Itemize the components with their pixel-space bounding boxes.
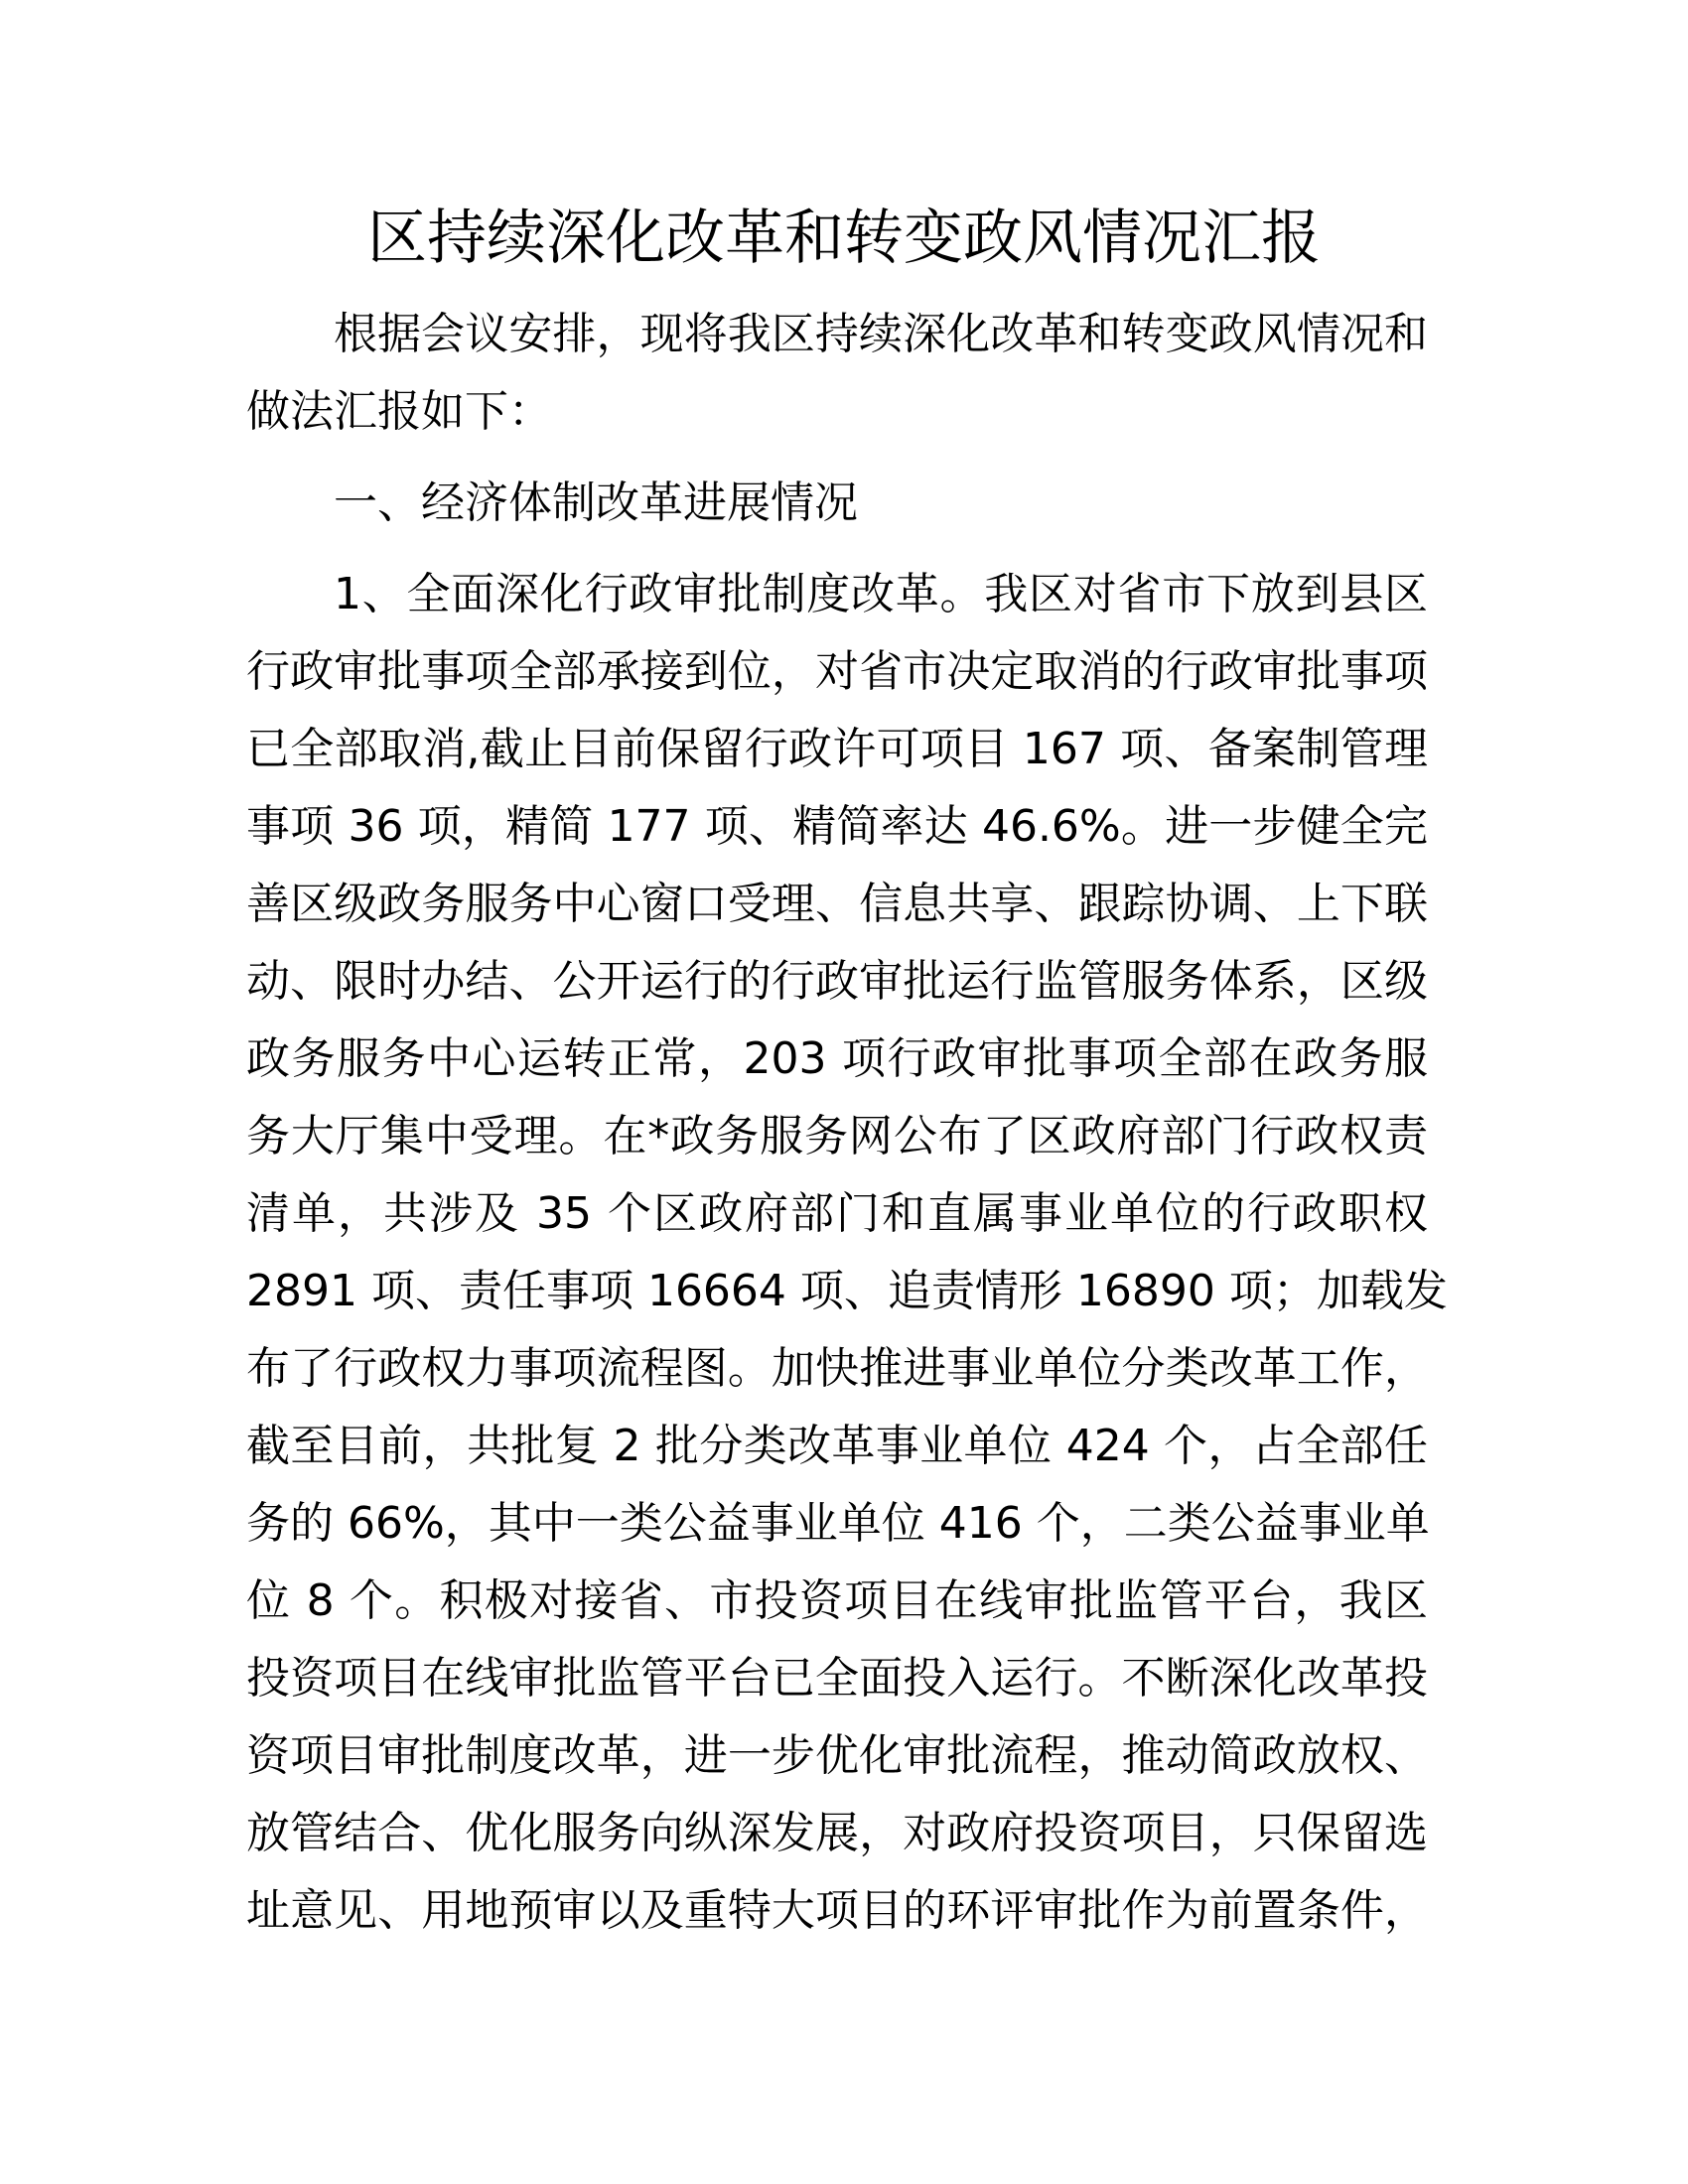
document-title: 区持续深化改革和转变政风情况汇报 <box>367 204 1321 273</box>
text-line: 已全部取消,截止目前保留行政许可项目 167 项、备案制管理 <box>246 724 1428 774</box>
text-line: 1、全面深化行政审批制度改革。我区对省市下放到县区 <box>334 569 1428 619</box>
text-line: 投资项目在线审批监管平台已全面投入运行。不断深化改革投 <box>246 1653 1428 1704</box>
document-body <box>246 296 1448 1964</box>
text-line: 2891 项、责任事项 16664 项、追责情形 16890 项；加载发 <box>246 1266 1448 1316</box>
text-line: 资项目审批制度改革，进一步优化审批流程，推动简政放权、 <box>246 1730 1428 1781</box>
text-line: 根据会议安排，现将我区持续深化改革和转变政风情况和 <box>334 309 1428 359</box>
paragraph-administrative-approval-reform <box>246 556 1448 1950</box>
text-line: 做法汇报如下： <box>246 386 552 437</box>
text-line: 截至目前，共批复 2 批分类改革事业单位 424 个，占全部任 <box>246 1421 1428 1471</box>
text-line: 事项 36 项，精简 177 项、精简率达 46.6%。进一步健全完 <box>246 801 1428 852</box>
intro-paragraph <box>246 296 1428 451</box>
section-heading <box>246 465 1428 542</box>
text-line: 清单，共涉及 35 个区政府部门和直属事业单位的行政职权 <box>246 1188 1428 1239</box>
text-line: 动、限时办结、公开运行的行政审批运行监管服务体系，区级 <box>246 956 1428 1007</box>
text-line: 务大厅集中受理。在*政务服务网公布了区政府部门行政权责 <box>246 1111 1428 1161</box>
text-line: 位 8 个。积极对接省、市投资项目在线审批监管平台，我区 <box>246 1575 1428 1626</box>
text-line: 行政审批事项全部承接到位，对省市决定取消的行政审批事项 <box>246 646 1428 697</box>
text-line: 址意见、用地预审以及重特大项目的环评审批作为前置条件， <box>246 1885 1428 1936</box>
text-line: 政务服务中心运转正常，203 项行政审批事项全部在政务服 <box>246 1033 1428 1084</box>
text-line: 布了行政权力事项流程图。加快推进事业单位分类改革工作， <box>246 1343 1428 1394</box>
text-line: 善区级政务服务中心窗口受理、信息共享、跟踪协调、上下联 <box>246 879 1428 929</box>
text-line: 务的 66%，其中一类公益事业单位 416 个，二类公益事业单 <box>246 1498 1430 1549</box>
text-line: 放管结合、优化服务向纵深发展，对政府投资项目，只保留选 <box>246 1808 1428 1858</box>
section-heading-text: 一、经济体制改革进展情况 <box>334 478 858 528</box>
